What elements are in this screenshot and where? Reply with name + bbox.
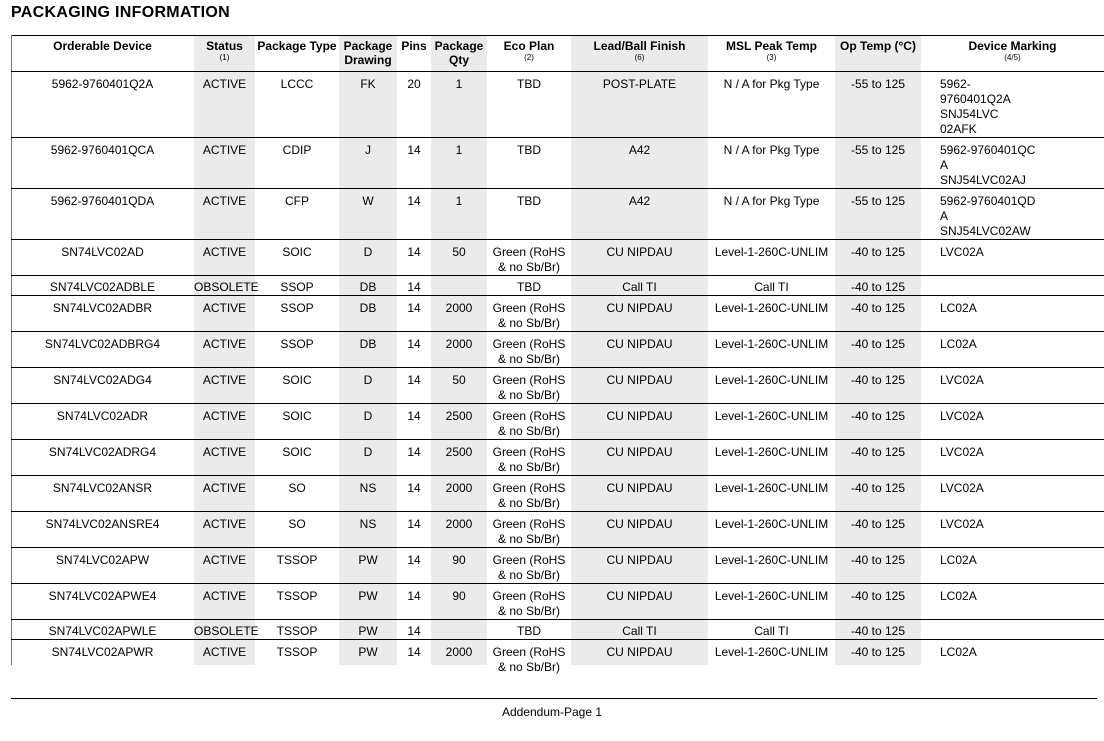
cell-type: LCCC bbox=[280, 76, 314, 91]
cell-qty bbox=[431, 619, 487, 639]
column-label: Op Temp (°C) bbox=[840, 39, 916, 53]
cell-pins: 14 bbox=[407, 372, 421, 387]
cell-temp: -40 to 125 bbox=[850, 552, 906, 567]
cell-drawing: NS bbox=[359, 516, 377, 531]
cell-eco: TBD bbox=[517, 142, 541, 157]
cell-msl: Level-1-260C-UNLIM bbox=[714, 644, 829, 659]
cell-finish: A42 bbox=[628, 142, 651, 157]
cell-pins: 20 bbox=[407, 76, 421, 91]
cell-device: SN74LVC02ANSRE4 bbox=[45, 516, 160, 531]
cell-device: SN74LVC02ADBLE bbox=[49, 279, 156, 294]
cell-msl: Level-1-260C-UNLIM bbox=[714, 372, 829, 387]
cell-pins: 14 bbox=[407, 279, 421, 294]
column-header-package-type bbox=[255, 36, 339, 71]
cell-drawing: PW bbox=[358, 552, 378, 567]
cell-type: SSOP bbox=[280, 300, 314, 315]
cell-qty: 2500 bbox=[445, 444, 473, 459]
column-header-package-drawing bbox=[339, 36, 397, 71]
cell-marking bbox=[921, 619, 1104, 639]
cell-device: SN74LVC02APWLE bbox=[48, 623, 157, 638]
cell-temp: -40 to 125 bbox=[850, 480, 906, 495]
cell-qty: 50 bbox=[452, 244, 466, 259]
cell-qty: 2000 bbox=[445, 336, 473, 351]
cell-temp: -40 to 125 bbox=[850, 336, 906, 351]
cell-pins: 14 bbox=[407, 623, 421, 638]
cell-type: SO bbox=[288, 480, 306, 495]
cell-temp: -40 to 125 bbox=[850, 516, 906, 531]
cell-type: TSSOP bbox=[276, 623, 318, 638]
cell-qty bbox=[431, 275, 487, 295]
cell-temp: -40 to 125 bbox=[850, 444, 906, 459]
cell-qty: 2500 bbox=[445, 408, 473, 423]
cell-qty: 90 bbox=[452, 588, 466, 603]
column-header-lead-ball-finish bbox=[571, 36, 708, 71]
cell-status: ACTIVE bbox=[202, 552, 247, 567]
table-row bbox=[11, 188, 1104, 239]
cell-temp: -55 to 125 bbox=[850, 76, 906, 91]
cell-finish: CU NIPDAU bbox=[606, 336, 673, 351]
table-row bbox=[11, 547, 1104, 583]
cell-qty: 1 bbox=[455, 193, 463, 208]
cell-temp: -40 to 125 bbox=[850, 300, 906, 315]
column-label: Lead/Ball Finish bbox=[593, 39, 686, 53]
cell-drawing: NS bbox=[359, 480, 377, 495]
cell-msl: Call TI bbox=[754, 623, 789, 638]
cell-finish: CU NIPDAU bbox=[606, 372, 673, 387]
table-row bbox=[11, 239, 1104, 275]
cell-eco: TBD bbox=[517, 193, 541, 208]
cell-qty: 2000 bbox=[445, 480, 473, 495]
cell-drawing: D bbox=[363, 244, 373, 259]
cell-marking: LC02A bbox=[940, 336, 977, 351]
cell-temp: -40 to 125 bbox=[850, 244, 906, 259]
cell-eco: Green (RoHS & no Sb/Br) bbox=[492, 336, 566, 366]
cell-status: ACTIVE bbox=[202, 244, 247, 259]
cell-marking: LC02A bbox=[940, 552, 977, 567]
cell-eco: Green (RoHS & no Sb/Br) bbox=[492, 408, 566, 438]
column-header-package-qty bbox=[431, 36, 487, 71]
cell-status: ACTIVE bbox=[202, 142, 247, 157]
cell-drawing: D bbox=[363, 408, 373, 423]
cell-status: ACTIVE bbox=[202, 480, 247, 495]
cell-msl: Level-1-260C-UNLIM bbox=[714, 408, 829, 423]
table-row bbox=[11, 619, 1104, 639]
table-row bbox=[11, 639, 1104, 675]
cell-pins: 14 bbox=[407, 644, 421, 659]
cell-status: ACTIVE bbox=[202, 588, 247, 603]
cell-type: SOIC bbox=[282, 444, 312, 459]
column-header-device-marking bbox=[921, 36, 1104, 71]
column-label: Device Marking bbox=[968, 39, 1057, 53]
cell-marking: 5962-9760401QD A SNJ54LVC02AW bbox=[940, 193, 1036, 238]
cell-device: 5962-9760401QCA bbox=[50, 142, 155, 157]
cell-device: SN74LVC02APWR bbox=[51, 644, 154, 659]
cell-eco: Green (RoHS & no Sb/Br) bbox=[492, 644, 566, 674]
cell-type: CFP bbox=[285, 193, 309, 208]
cell-drawing: J bbox=[365, 142, 371, 157]
cell-temp: -40 to 125 bbox=[850, 588, 906, 603]
cell-msl: Level-1-260C-UNLIM bbox=[714, 480, 829, 495]
cell-type: SOIC bbox=[282, 372, 312, 387]
cell-pins: 14 bbox=[407, 552, 421, 567]
cell-eco: TBD bbox=[517, 279, 541, 294]
cell-finish: A42 bbox=[628, 193, 651, 208]
cell-drawing: D bbox=[363, 444, 373, 459]
cell-status: ACTIVE bbox=[202, 444, 247, 459]
cell-drawing: PW bbox=[358, 623, 378, 638]
cell-type: SSOP bbox=[280, 279, 314, 294]
cell-status: ACTIVE bbox=[202, 300, 247, 315]
page-title: PACKAGING INFORMATION bbox=[11, 4, 231, 21]
cell-eco: TBD bbox=[517, 76, 541, 91]
cell-msl: Level-1-260C-UNLIM bbox=[714, 552, 829, 567]
cell-type: CDIP bbox=[282, 142, 312, 157]
cell-type: SSOP bbox=[280, 336, 314, 351]
cell-status: ACTIVE bbox=[202, 516, 247, 531]
cell-device: SN74LVC02ADR bbox=[56, 408, 149, 423]
cell-drawing: W bbox=[362, 193, 374, 208]
cell-finish: Call TI bbox=[622, 623, 657, 638]
cell-temp: -40 to 125 bbox=[850, 644, 906, 659]
cell-device: SN74LVC02AD bbox=[61, 244, 144, 259]
cell-device: SN74LVC02ADBRG4 bbox=[44, 336, 161, 351]
cell-finish: CU NIPDAU bbox=[606, 480, 673, 495]
cell-status: ACTIVE bbox=[202, 644, 247, 659]
cell-finish: CU NIPDAU bbox=[606, 516, 673, 531]
cell-finish: CU NIPDAU bbox=[606, 588, 673, 603]
cell-pins: 14 bbox=[407, 300, 421, 315]
cell-temp: -40 to 125 bbox=[850, 623, 906, 638]
cell-marking: 5962- 9760401Q2A SNJ54LVC 02AFK bbox=[940, 76, 1011, 136]
table-row bbox=[11, 403, 1104, 439]
cell-drawing: D bbox=[363, 372, 373, 387]
cell-temp: -55 to 125 bbox=[850, 142, 906, 157]
cell-device: 5962-9760401QDA bbox=[50, 193, 155, 208]
column-label: MSL Peak Temp bbox=[726, 39, 817, 53]
table-row bbox=[11, 295, 1104, 331]
cell-eco: Green (RoHS & no Sb/Br) bbox=[492, 588, 566, 618]
cell-status: ACTIVE bbox=[202, 372, 247, 387]
cell-qty: 90 bbox=[452, 552, 466, 567]
table-row bbox=[11, 137, 1104, 188]
cell-temp: -40 to 125 bbox=[850, 279, 906, 294]
cell-eco: Green (RoHS & no Sb/Br) bbox=[492, 372, 566, 402]
table-row bbox=[11, 511, 1104, 547]
cell-device: 5962-9760401Q2A bbox=[51, 76, 154, 91]
cell-finish: CU NIPDAU bbox=[606, 644, 673, 659]
cell-drawing: PW bbox=[358, 644, 378, 659]
cell-qty: 1 bbox=[455, 142, 463, 157]
column-header-orderable-device bbox=[11, 36, 194, 71]
page-footer: Addendum-Page 1 bbox=[501, 705, 603, 719]
cell-msl: Level-1-260C-UNLIM bbox=[714, 300, 829, 315]
cell-drawing: DB bbox=[359, 336, 377, 351]
cell-finish: CU NIPDAU bbox=[606, 300, 673, 315]
column-header-msl-peak-temp bbox=[708, 36, 835, 71]
cell-drawing: PW bbox=[358, 588, 378, 603]
column-footnote: (4/5) bbox=[1004, 53, 1021, 62]
cell-marking: LVC02A bbox=[940, 480, 984, 495]
cell-device: SN74LVC02APWE4 bbox=[48, 588, 157, 603]
cell-msl: Level-1-260C-UNLIM bbox=[714, 336, 829, 351]
cell-msl: Level-1-260C-UNLIM bbox=[714, 244, 829, 259]
cell-finish: CU NIPDAU bbox=[606, 408, 673, 423]
cell-marking: LC02A bbox=[940, 300, 977, 315]
cell-marking: LC02A bbox=[940, 588, 977, 603]
cell-device: SN74LVC02ADG4 bbox=[53, 372, 152, 387]
cell-marking: LVC02A bbox=[940, 372, 984, 387]
table-row bbox=[11, 475, 1104, 511]
cell-pins: 14 bbox=[407, 244, 421, 259]
table-body bbox=[11, 71, 1104, 675]
column-footnote: (2) bbox=[524, 53, 534, 62]
cell-eco: TBD bbox=[517, 623, 541, 638]
cell-device: SN74LVC02APW bbox=[55, 552, 150, 567]
packaging-table bbox=[11, 36, 1104, 675]
cell-qty: 2000 bbox=[445, 516, 473, 531]
cell-eco: Green (RoHS & no Sb/Br) bbox=[492, 300, 566, 330]
cell-status: ACTIVE bbox=[202, 336, 247, 351]
header-row bbox=[11, 36, 1104, 71]
cell-finish: CU NIPDAU bbox=[606, 444, 673, 459]
table-row bbox=[11, 439, 1104, 475]
column-label: Package Drawing bbox=[343, 39, 393, 67]
table-row bbox=[11, 71, 1104, 137]
cell-finish: POST-PLATE bbox=[602, 76, 677, 91]
cell-drawing: FK bbox=[360, 76, 376, 91]
cell-type: SOIC bbox=[282, 408, 312, 423]
cell-device: SN74LVC02ANSR bbox=[52, 480, 153, 495]
cell-msl: N / A for Pkg Type bbox=[723, 76, 820, 91]
cell-msl: Level-1-260C-UNLIM bbox=[714, 588, 829, 603]
cell-status: OBSOLETE bbox=[194, 279, 259, 294]
cell-type: SO bbox=[288, 516, 306, 531]
cell-pins: 14 bbox=[407, 408, 421, 423]
table-row bbox=[11, 367, 1104, 403]
cell-pins: 14 bbox=[407, 516, 421, 531]
cell-pins: 14 bbox=[407, 193, 421, 208]
cell-type: TSSOP bbox=[276, 552, 318, 567]
cell-eco: Green (RoHS & no Sb/Br) bbox=[492, 480, 566, 510]
cell-pins: 14 bbox=[407, 336, 421, 351]
cell-marking: LVC02A bbox=[940, 408, 984, 423]
cell-eco: Green (RoHS & no Sb/Br) bbox=[492, 244, 566, 274]
column-label: Package Type bbox=[257, 39, 337, 53]
cell-drawing: DB bbox=[359, 300, 377, 315]
cell-type: TSSOP bbox=[276, 588, 318, 603]
cell-marking: 5962-9760401QC A SNJ54LVC02AJ bbox=[940, 142, 1036, 187]
cell-status: ACTIVE bbox=[202, 76, 247, 91]
cell-msl: Level-1-260C-UNLIM bbox=[714, 444, 829, 459]
column-header-op-temp bbox=[835, 36, 921, 71]
cell-device: SN74LVC02ADRG4 bbox=[48, 444, 157, 459]
cell-eco: Green (RoHS & no Sb/Br) bbox=[492, 516, 566, 546]
cell-marking: LVC02A bbox=[940, 516, 984, 531]
cell-status: ACTIVE bbox=[202, 408, 247, 423]
column-header-status bbox=[194, 36, 255, 71]
cell-finish: CU NIPDAU bbox=[606, 244, 673, 259]
table-row bbox=[11, 275, 1104, 295]
column-label: Eco Plan bbox=[503, 39, 555, 53]
cell-eco: Green (RoHS & no Sb/Br) bbox=[492, 444, 566, 474]
cell-temp: -40 to 125 bbox=[850, 408, 906, 423]
cell-msl: N / A for Pkg Type bbox=[723, 193, 820, 208]
cell-qty: 1 bbox=[455, 76, 463, 91]
cell-type: SOIC bbox=[282, 244, 312, 259]
cell-marking: LVC02A bbox=[940, 444, 984, 459]
cell-marking bbox=[921, 275, 1104, 295]
cell-device: SN74LVC02ADBR bbox=[52, 300, 153, 315]
cell-msl: Call TI bbox=[754, 279, 789, 294]
cell-pins: 14 bbox=[407, 588, 421, 603]
cell-drawing: DB bbox=[359, 279, 377, 294]
column-footnote: (6) bbox=[634, 53, 645, 62]
column-label: Pins bbox=[401, 39, 427, 53]
column-label: Status bbox=[206, 39, 243, 53]
cell-marking: LVC02A bbox=[940, 244, 984, 259]
cell-qty: 2000 bbox=[445, 300, 473, 315]
column-label: Orderable Device bbox=[53, 39, 152, 53]
column-label: Package Qty bbox=[434, 39, 484, 67]
cell-eco: Green (RoHS & no Sb/Br) bbox=[492, 552, 566, 582]
cell-marking: LC02A bbox=[940, 644, 977, 659]
cell-pins: 14 bbox=[407, 142, 421, 157]
column-footnote: (3) bbox=[766, 53, 777, 62]
column-footnote: (1) bbox=[219, 53, 230, 62]
cell-finish: Call TI bbox=[622, 279, 657, 294]
cell-temp: -55 to 125 bbox=[850, 193, 906, 208]
cell-pins: 14 bbox=[407, 480, 421, 495]
cell-pins: 14 bbox=[407, 444, 421, 459]
column-header-pins bbox=[397, 36, 431, 71]
cell-qty: 50 bbox=[452, 372, 466, 387]
column-header-eco-plan bbox=[487, 36, 571, 71]
cell-type: TSSOP bbox=[276, 644, 318, 659]
cell-msl: Level-1-260C-UNLIM bbox=[714, 516, 829, 531]
cell-finish: CU NIPDAU bbox=[606, 552, 673, 567]
table-row bbox=[11, 331, 1104, 367]
cell-qty: 2000 bbox=[445, 644, 473, 659]
cell-status: ACTIVE bbox=[202, 193, 247, 208]
cell-temp: -40 to 125 bbox=[850, 372, 906, 387]
cell-status: OBSOLETE bbox=[194, 623, 259, 638]
footer-rule bbox=[11, 698, 1097, 699]
table-row bbox=[11, 583, 1104, 619]
cell-msl: N / A for Pkg Type bbox=[723, 142, 820, 157]
